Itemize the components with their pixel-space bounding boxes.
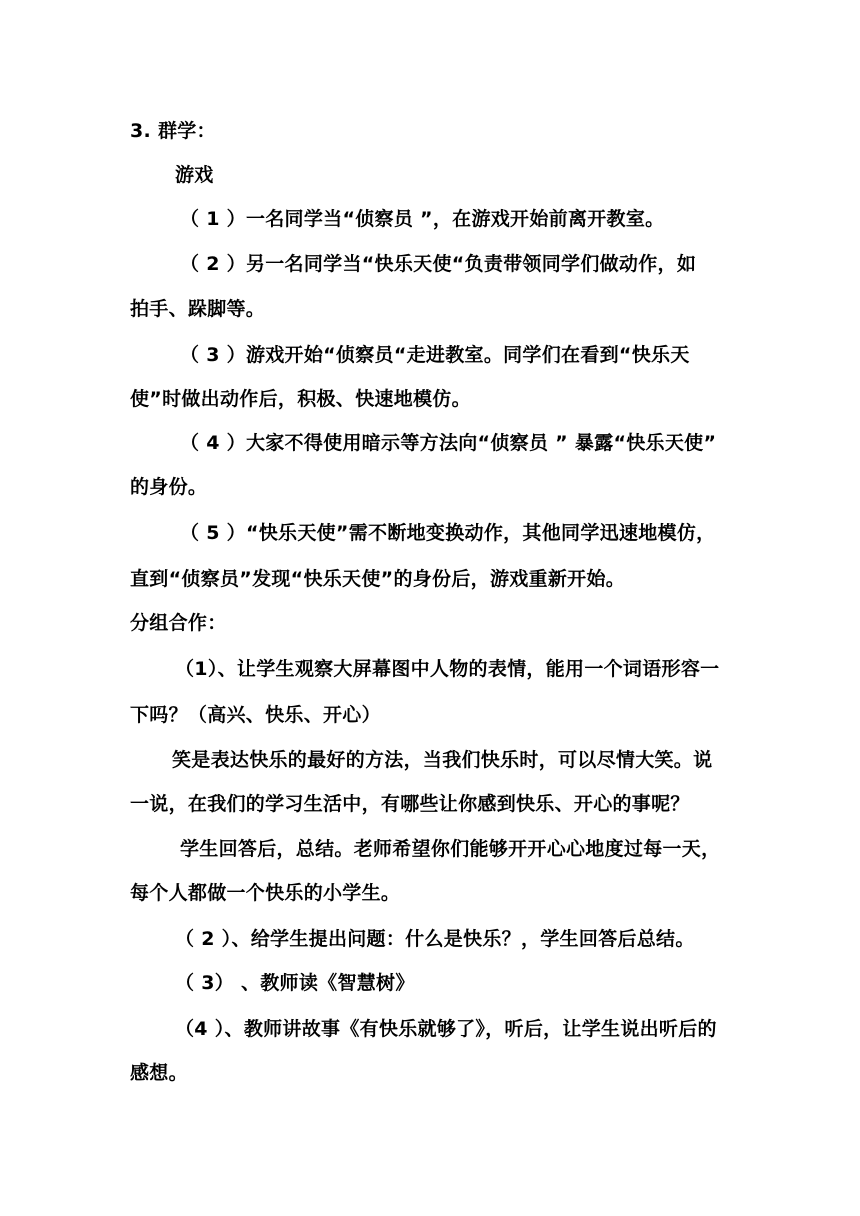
game-step-3-continued: 使”时做出动作后，积极、快速地模仿。 [130,388,471,410]
game-step-4: （ 4 ）大家不得使用暗示等方法向“侦察员 ” 暴露“快乐天使” [180,432,717,454]
game-step-1: （ 1 ）一名同学当“侦察员 ”，在游戏开始前离开教室。 [180,208,665,230]
group-item-1-continued: 下吗？（高兴、快乐、开心） [130,704,381,726]
paragraph-laughter: 笑是表达快乐的最好的方法，当我们快乐时，可以尽情大笑。说 [172,749,713,771]
group-item-3: （ 3） 、教师读《智慧树》 [175,972,415,994]
game-step-3: （ 3 ）游戏开始“侦察员“走进教室。同学们在看到“快乐天 [180,344,690,366]
group-work-heading: 分组合作： [130,612,227,634]
game-step-5-continued: 直到“侦察员”发现“快乐天使”的身份后，游戏重新开始。 [130,568,626,590]
group-item-4-continued: 感想。 [130,1062,188,1084]
group-item-2: （ 2 ）、给学生提出问题：什么是快乐？，学生回答后总结。 [175,928,695,950]
group-item-4: （4 ）、教师讲故事《有快乐就够了》，听后，让学生说出听后的 [175,1018,717,1040]
game-step-4-continued: 的身份。 [130,476,208,498]
group-item-1: （1）、让学生观察大屏幕图中人物的表情，能用一个词语形容一 [175,658,720,680]
game-step-2-continued: 拍手、跺脚等。 [130,298,266,320]
game-step-5: （ 5 ）“快乐天使”需不断地变换动作，其他同学迅速地模仿， [180,522,716,544]
paragraph-summary: 学生回答后，总结。老师希望你们能够开开心心地度过每一天， [180,838,721,860]
paragraph-summary-continued: 每个人都做一个快乐的小学生。 [130,882,401,904]
game-step-2: （ 2 ）另一名同学当“快乐天使“负责带领同学们做动作，如 [180,253,697,275]
section-heading: 3. 群学： [130,120,216,142]
paragraph-laughter-continued: 一说，在我们的学习生活中，有哪些让你感到快乐、开心的事呢？ [130,793,690,815]
game-heading: 游戏 [175,164,214,186]
